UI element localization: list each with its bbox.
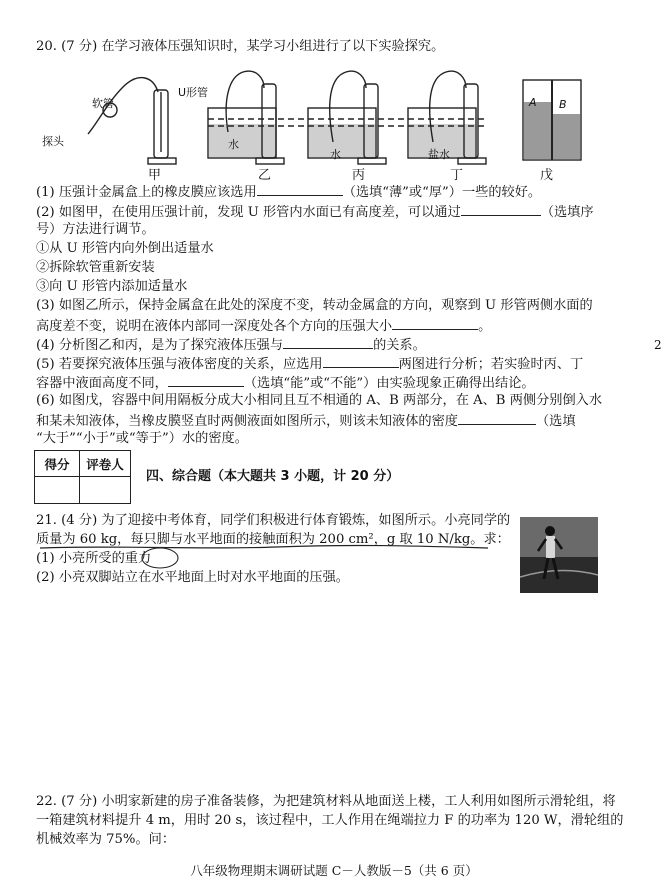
- score-header: 得分: [35, 451, 80, 477]
- q20-part5-cont: [36, 373, 535, 393]
- panel-label-bing: 丙: [352, 168, 366, 183]
- q20-option2: ②拆除软管重新安装: [36, 260, 155, 275]
- hose-label: 软管: [92, 97, 114, 110]
- answer-blank[interactable]: [257, 182, 343, 196]
- apparatus-figure: [68, 62, 588, 172]
- q20-part6-text-b: 和某未知液体，当橡皮膜竖直时两侧液面如图所示，则该未知液体的密度: [36, 414, 458, 429]
- reviewer-header: 评卷人: [80, 451, 131, 477]
- score-table: [34, 450, 131, 504]
- q20-part5-text-d: （选填“能”或“不能”）由实验现象正确得出结论。: [243, 376, 535, 391]
- q20-part1-text: (1) 压强计金属盒上的橡皮膜应该选用: [36, 185, 257, 200]
- answer-blank[interactable]: [458, 411, 536, 425]
- water-label-bing: 水: [330, 148, 341, 161]
- q20-part5-text-c: 容器中液面高度不同，: [36, 376, 168, 391]
- panel-label-yi: 乙: [258, 168, 272, 183]
- answer-blank[interactable]: [323, 354, 399, 368]
- athlete-photo: [520, 517, 598, 593]
- q21-line2: 质量为 60 kg，每只脚与水平地面的接触面积为 200 cm²，g 取 10 N/kg。求：: [36, 532, 510, 547]
- label-B: B: [559, 98, 567, 111]
- q20-part6-cont: [36, 411, 576, 431]
- q20-part1: [36, 182, 541, 202]
- q20-part2: [36, 202, 594, 222]
- q21-line1: 21. (4 分) 为了迎接中考体育，同学们积极进行体育锻炼，如图所示。小亮同学的: [36, 513, 511, 528]
- reviewer-cell[interactable]: [80, 477, 131, 504]
- q20-part2-cont: 号）方法进行调节。: [36, 222, 155, 237]
- section-4-title: 四、综合题（本大题共 3 小题，计 20 分）: [146, 469, 400, 484]
- panel-label-ding: 丁: [450, 168, 464, 183]
- u-tube-label: U形管: [178, 86, 209, 99]
- q20-part3-text-c: 。: [478, 319, 492, 334]
- q20-heading: 20. (7 分) 在学习液体压强知识时，某学习小组进行了以下实验探究。: [36, 39, 445, 54]
- q22-line1: 22. (7 分) 小明家新建的房子准备装修，为把建筑材料从地面送上楼，工人利用如图所示滑轮组，将: [36, 794, 616, 809]
- q20-part2-text-b: （选填序: [540, 205, 594, 220]
- panel-label-jia: 甲: [148, 168, 162, 183]
- q20-part6-text-c: （选填: [536, 414, 576, 429]
- q22-line3: 机械效率为 75%。问：: [36, 832, 176, 847]
- q20-option3: ③向 U 形管内添加适量水: [36, 279, 188, 294]
- q22-line2: 一箱建筑材料提升 4 m，用时 20 s，该过程中，工人作用在绳端拉力 F 的功率为 120 W，滑轮组的: [36, 813, 624, 828]
- q21-line3: (1) 小亮所受的重力: [36, 551, 152, 566]
- q20-part6-end: “大于”“小于”或“等于”）水的密度。: [36, 431, 248, 446]
- handwritten-circle: [140, 546, 180, 570]
- q20-part4-text: (4) 分析图乙和丙，是为了探究液体压强与: [36, 338, 284, 353]
- answer-blank[interactable]: [392, 316, 478, 330]
- q20-part4: [36, 335, 426, 355]
- q20-part2-text: (2) 如图甲，在使用压强计前，发现 U 形管内水面已有高度差，可以通过: [36, 205, 461, 220]
- q20-part3: (3) 如图乙所示，保持金属盒在此处的深度不变，转动金属盒的方向，观察到 U 形管两侧水面的: [36, 298, 593, 313]
- q20-part5-text-b: 两图进行分析；若实验时丙、丁: [398, 357, 584, 372]
- water-label-yi: 水: [228, 138, 239, 151]
- q20-part6: (6) 如图戊，容器中间用隔板分成大小相同且互不相通的 A、B 两部分，在 A、B 两侧分别倒入水: [36, 393, 603, 408]
- answer-blank[interactable]: [283, 335, 373, 349]
- q21-line4: (2) 小亮双脚站立在水平地面上时对水平地面的压强。: [36, 570, 349, 585]
- page-footer: 八年级物理期末调研试题 C－人教版－5（共 6 页）: [190, 863, 478, 878]
- q20-part5: [36, 354, 583, 374]
- q20-part5-text: (5) 若要探究液体压强与液体密度的关系，应选用: [36, 357, 323, 372]
- q20-part3-cont: [36, 316, 491, 336]
- answer-blank[interactable]: [168, 373, 244, 387]
- q20-part4-text-b: 的关系。: [373, 338, 426, 353]
- q20-part3-text-b: 高度差不变，说明在液体内部同一深度处各个方向的压强大小: [36, 319, 393, 334]
- salt-water-label: 盐水: [428, 148, 450, 161]
- edge-mark: 2: [654, 338, 662, 352]
- score-cell[interactable]: [35, 477, 80, 504]
- answer-blank[interactable]: [461, 202, 541, 216]
- panel-label-wu: 戊: [540, 168, 554, 183]
- q20-option1: ①从 U 形管内向外倒出适量水: [36, 241, 214, 256]
- label-A: A: [529, 96, 537, 109]
- probe-label: 探头: [42, 135, 64, 148]
- q20-part1-text-b: （选填“薄”或“厚”）一些的较好。: [342, 185, 542, 200]
